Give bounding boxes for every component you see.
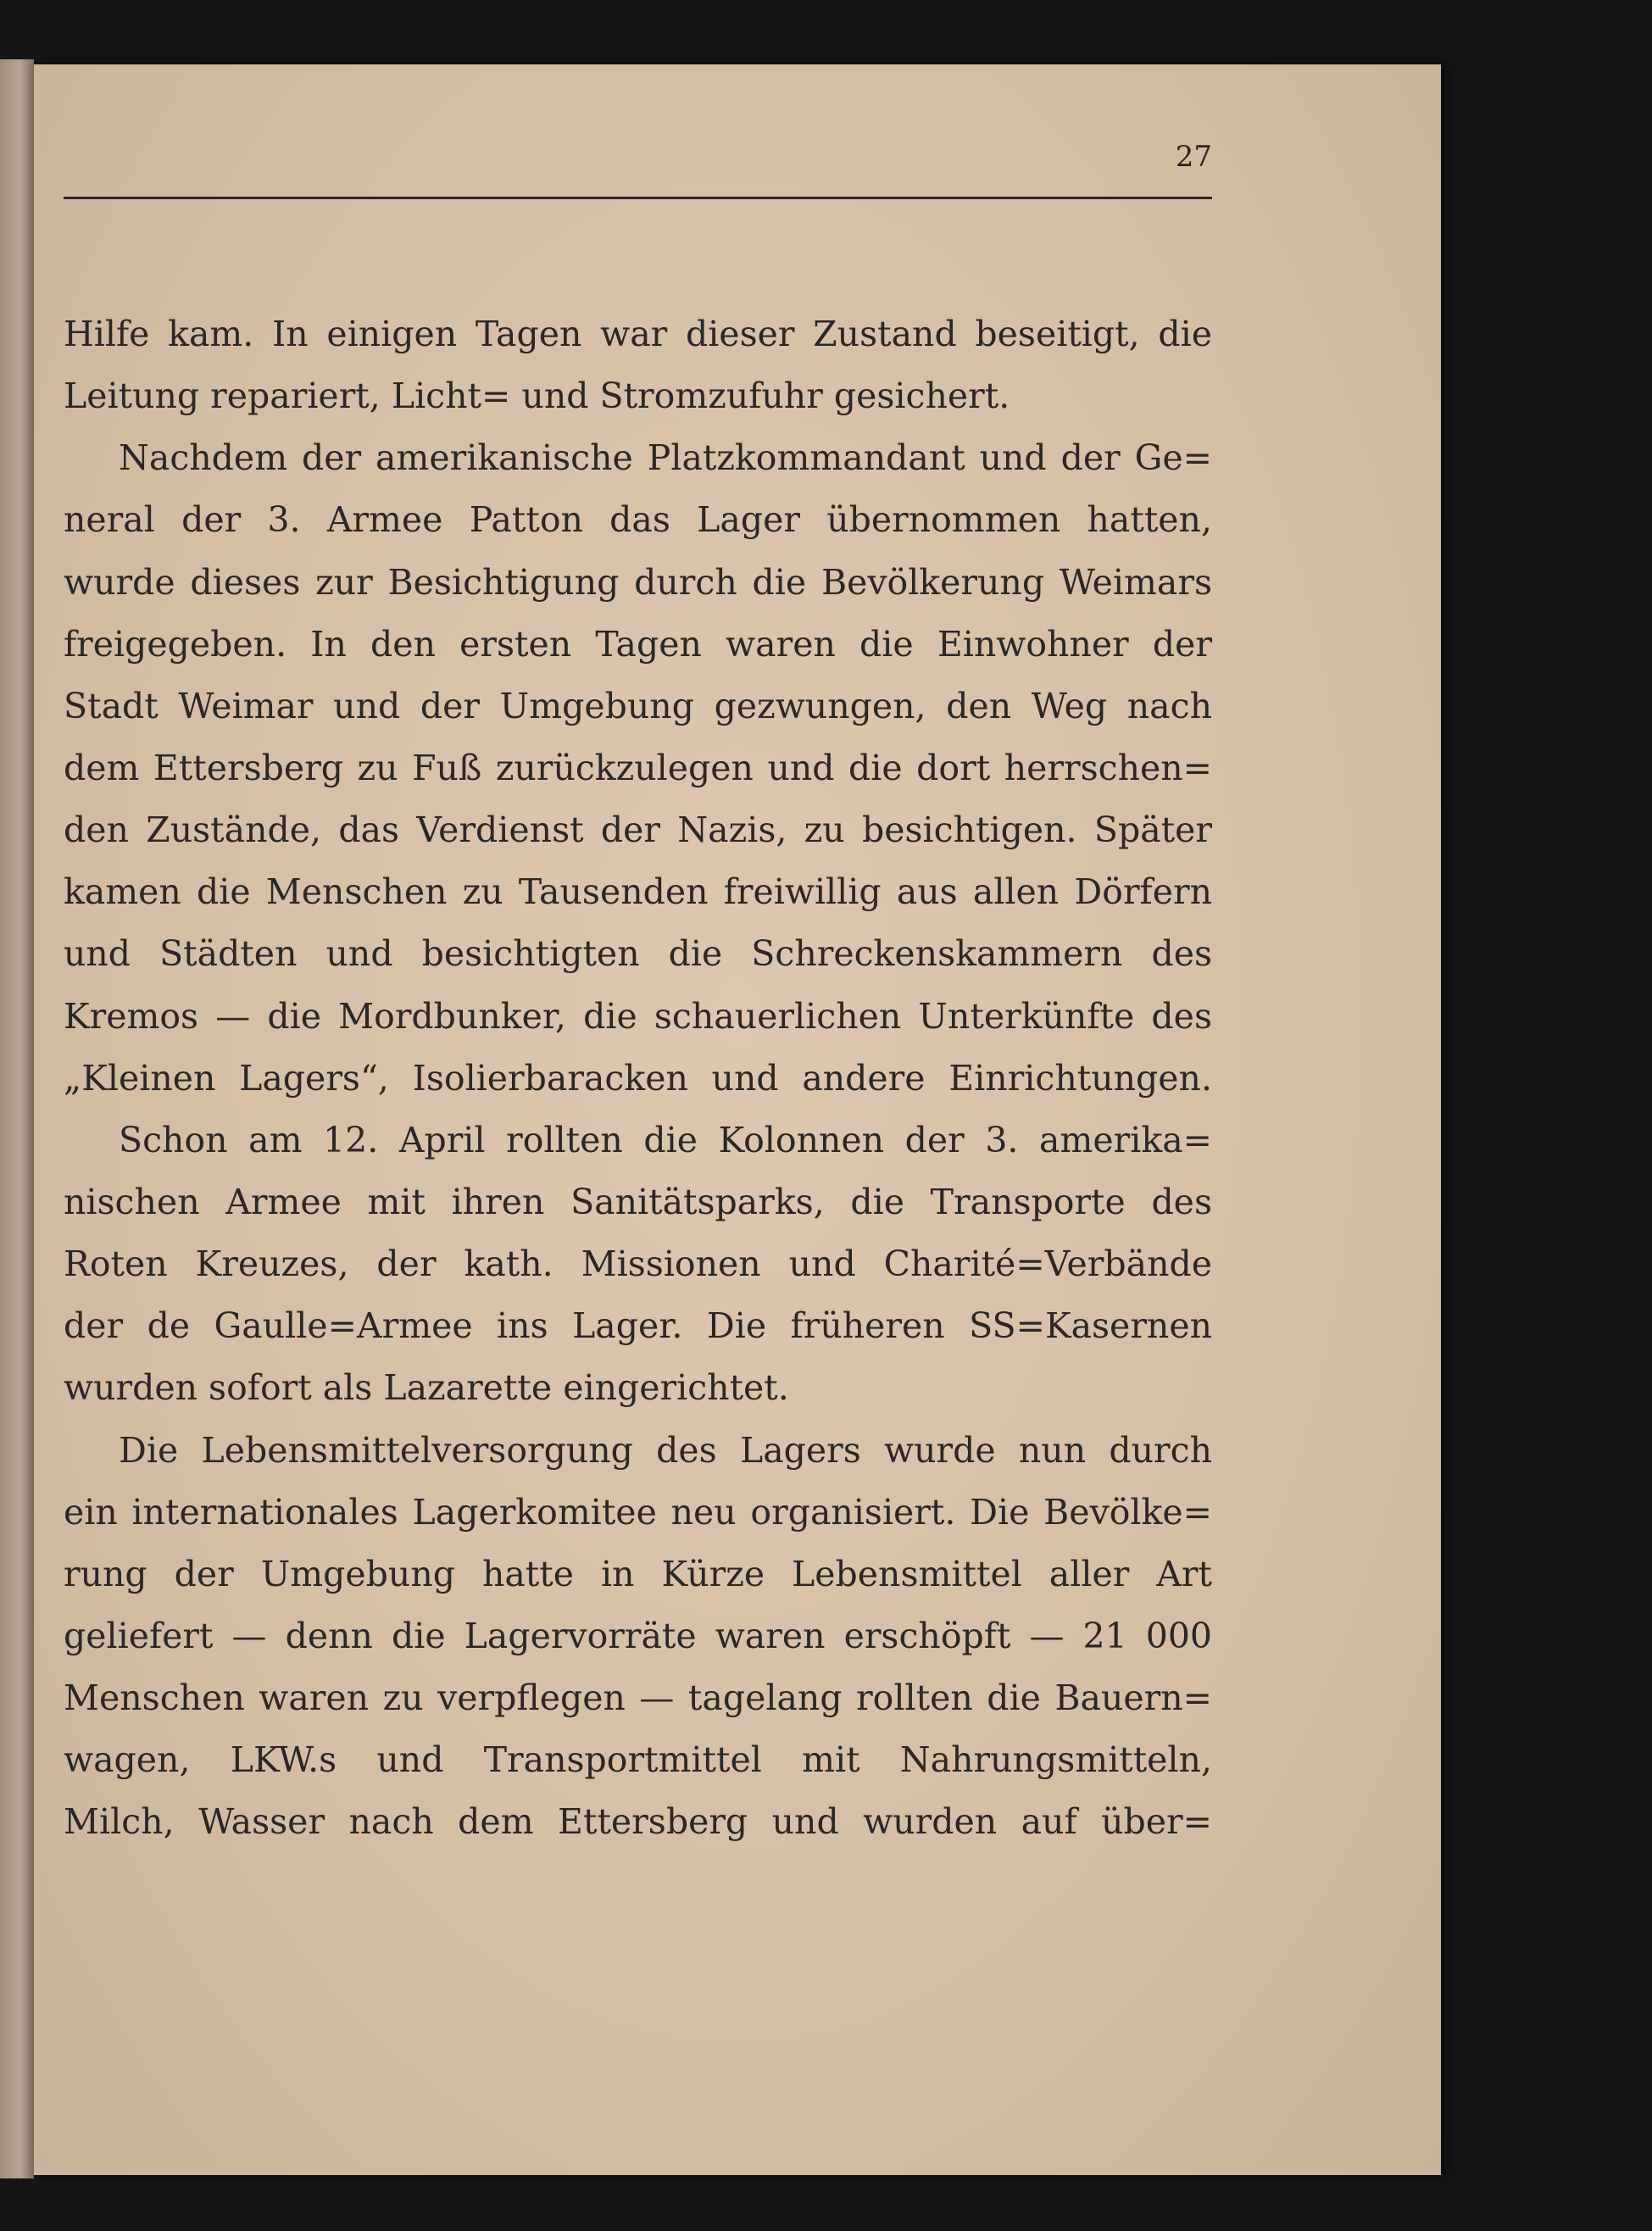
text-line: Stadt Weimar und der Umgebung gezwungen, den Weg nach — [64, 685, 1212, 726]
text-line: den Zustände, das Verdienst der Nazis, zu besichtigen. Später — [64, 810, 1212, 851]
page-number: 27 — [1175, 140, 1212, 174]
text-line: Roten Kreuzes, der kath. Missionen und Charité=Verbände — [64, 1243, 1212, 1285]
text-line: Milch, Wasser nach dem Ettersberg und wurden auf über= — [64, 1801, 1212, 1843]
text-line: Die Lebensmittelversorgung des Lagers wurde nun durch — [119, 1429, 1212, 1471]
text-line: Nachdem der amerikanische Platzkommandant und der Ge= — [119, 437, 1212, 479]
text-line: freigegeben. In den ersten Tagen waren die Einwohner der — [64, 623, 1212, 665]
text-line: neral der 3. Armee Patton das Lager übernommen hatten, — [64, 499, 1212, 541]
text-line: Leitung repariert, Licht= und Stromzufuhr gesichert. — [64, 376, 1010, 417]
text-line: „Kleinen Lagers“, Isolierbaracken und andere Einrichtungen. — [64, 1057, 1212, 1099]
text-line: ein internationales Lagerkomitee neu organisiert. Die Bevölke= — [64, 1491, 1212, 1533]
text-line: geliefert — denn die Lagervorräte waren erschöpft — 21 000 — [64, 1615, 1212, 1656]
text-line: wurden sofort als Lazarette eingerichtet. — [64, 1367, 789, 1409]
text-line: Schon am 12. April rollten die Kolonnen der 3. amerika= — [119, 1119, 1212, 1160]
text-line: nischen Armee mit ihren Sanitätsparks, die Transporte des — [64, 1181, 1212, 1222]
previous-page-edge — [0, 59, 34, 2178]
text-line: wagen, LKW.s und Transportmittel mit Nahrungsmitteln, — [64, 1739, 1212, 1781]
text-line: dem Ettersberg zu Fuß zurückzulegen und die dort herrschen= — [64, 747, 1212, 788]
text-line: der de Gaulle=Armee ins Lager. Die früheren SS=Kasernen — [64, 1305, 1212, 1347]
header-rule — [64, 197, 1212, 199]
text-line: Menschen waren zu verpflegen — tagelang rollten die Bauern= — [64, 1677, 1212, 1719]
text-line: Kremos — die Mordbunker, die schauerlichen Unterkünfte des — [64, 995, 1212, 1037]
text-line: kamen die Menschen zu Tausenden freiwillig aus allen Dörfern — [64, 871, 1212, 913]
text-line: rung der Umgebung hatte in Kürze Lebensmittel aller Art — [64, 1553, 1212, 1594]
body-text — [64, 303, 1212, 1854]
text-line: Hilfe kam. In einigen Tagen war dieser Zustand beseitigt, die — [64, 314, 1212, 354]
text-line: und Städten und besichtigten die Schreckenskammern des — [64, 933, 1212, 975]
text-line: wurde dieses zur Besichtigung durch die Bevölkerung Weimars — [64, 561, 1212, 603]
